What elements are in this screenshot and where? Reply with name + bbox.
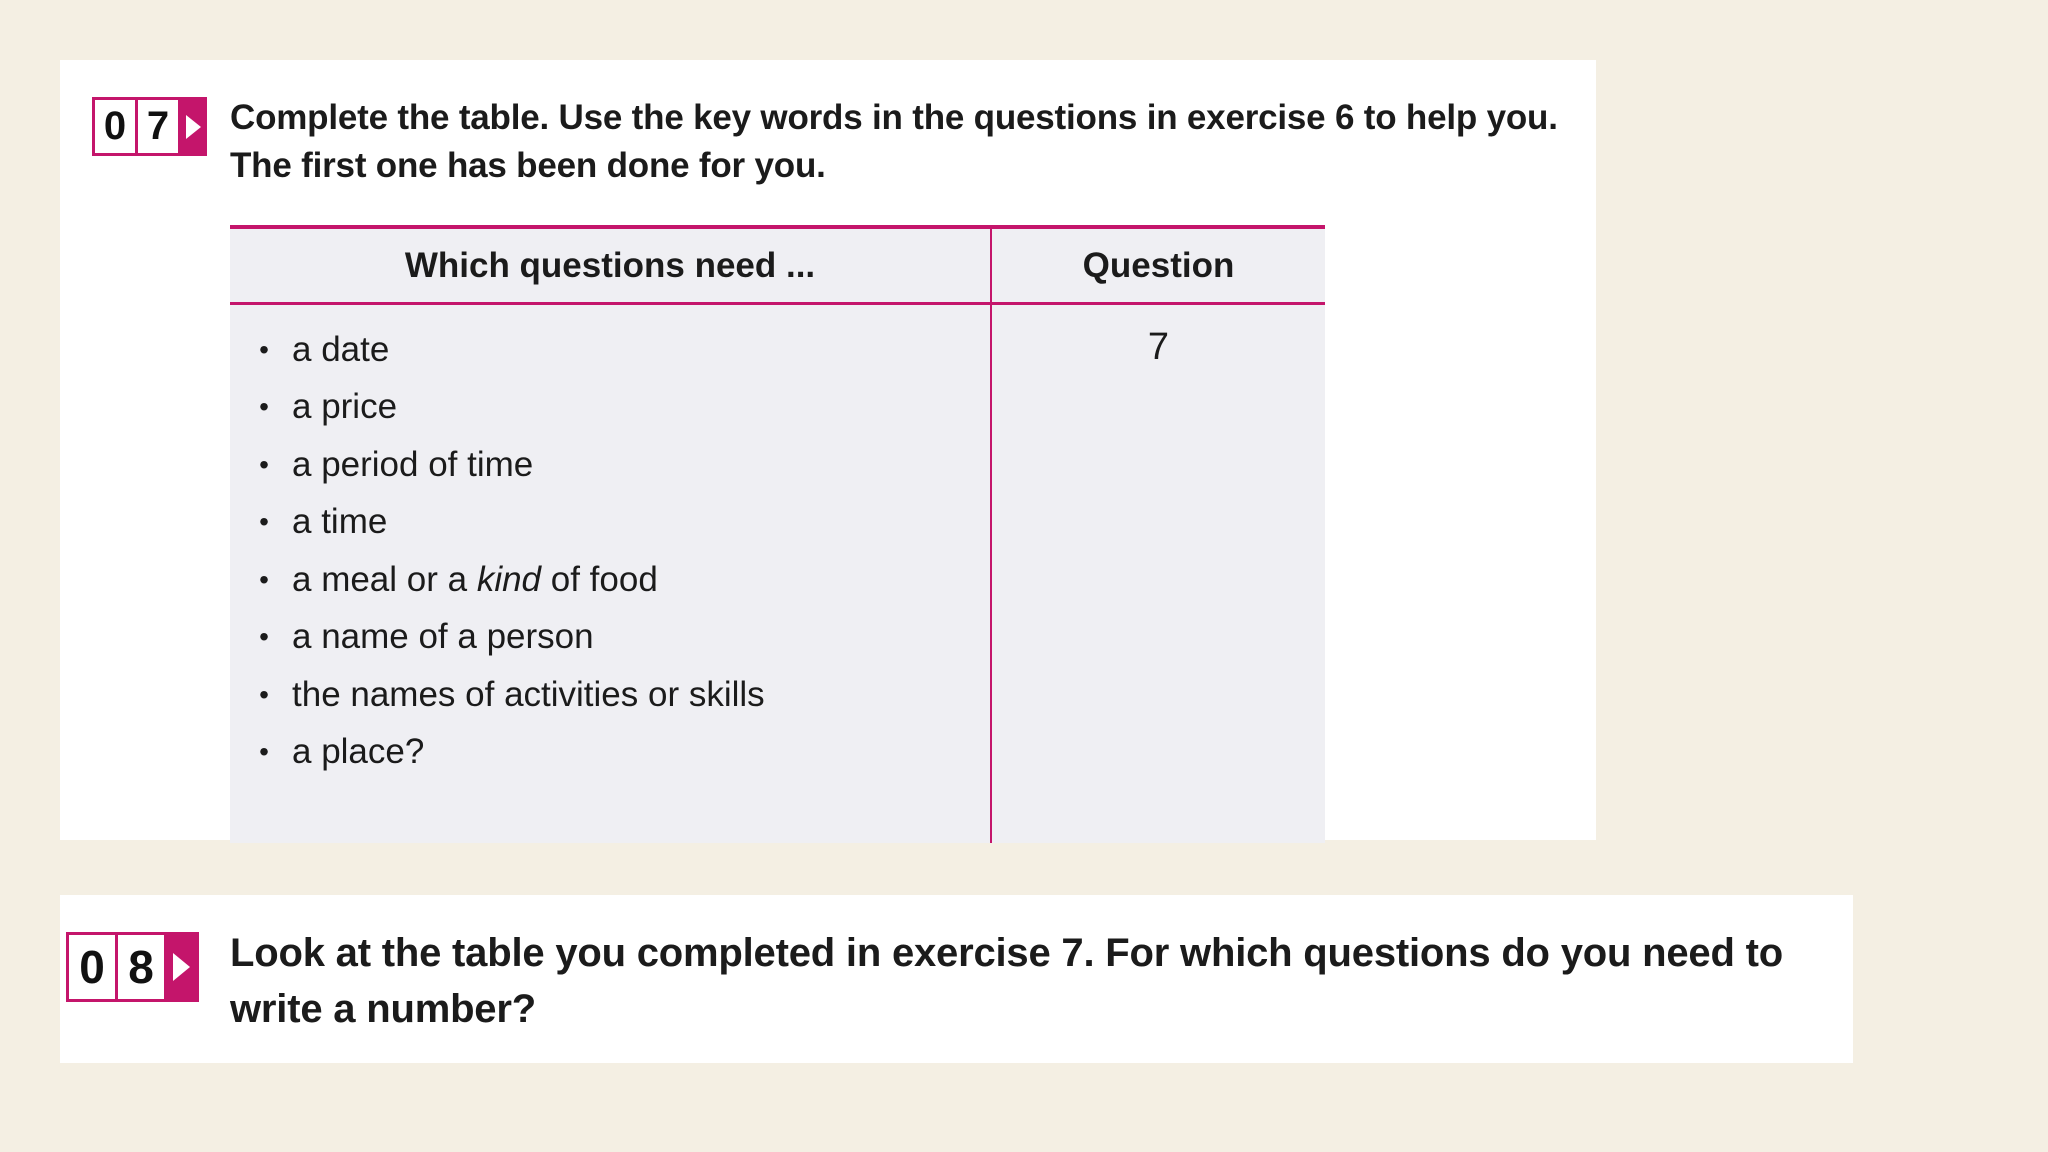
table-row [230,494,765,552]
answer-cell-a-date: 7 [1147,326,1170,368]
row-text: the names of activities or skills [292,674,765,714]
row-text [292,560,658,600]
bullet: • [259,333,269,365]
instruction-line: Look at the table you completed in exercise 7. For which questions do you need to [230,931,1783,975]
exercise-08-number-badge [66,932,199,1002]
badge-digit: 8 [118,935,164,999]
row-text-italic: kind [476,559,542,599]
instruction-line: write a number? [230,987,536,1031]
row-text-part: of food [541,559,658,599]
exercise-07-instruction [230,94,1558,190]
instruction-line: Complete the table. Use the key words in the questions in exercise 6 to help you. [230,98,1558,137]
bullet: • [259,391,269,423]
play-arrow-icon [173,953,190,981]
table-header [230,229,1325,305]
exercise-08-card [60,895,1853,1063]
table-row [230,379,765,437]
question-type-list [230,321,765,781]
column-header-which-questions: Which questions need ... [404,245,816,285]
exercise-07-card [60,60,1596,840]
badge-digit: 0 [95,100,135,153]
bullet: • [259,678,269,710]
row-text: a time [292,502,388,542]
row-text: a date [292,329,390,369]
row-text: a name of a person [292,617,594,657]
row-text: a price [292,387,398,427]
column-header-question: Question [1082,245,1235,285]
bullet: • [259,563,269,595]
badge-digit: 0 [69,935,115,999]
row-text-part: a meal or a [292,559,477,599]
table-row [230,666,765,724]
play-arrow-icon [186,115,201,139]
bullet: • [259,621,269,653]
table-row [230,436,765,494]
badge-digit: 7 [138,100,178,153]
bullet: • [259,506,269,538]
bullet: • [259,448,269,480]
exercise-08-instruction [230,925,1783,1037]
row-text: a place? [292,732,425,772]
table-row [230,551,765,609]
row-text: a period of time [292,444,534,484]
table-row [230,609,765,667]
key-words-table [230,225,1325,843]
bullet: • [259,736,269,768]
instruction-line: The first one has been done for you. [230,146,826,185]
exercise-07-number-badge [92,97,207,156]
table-row [230,724,765,782]
table-row [230,321,765,379]
